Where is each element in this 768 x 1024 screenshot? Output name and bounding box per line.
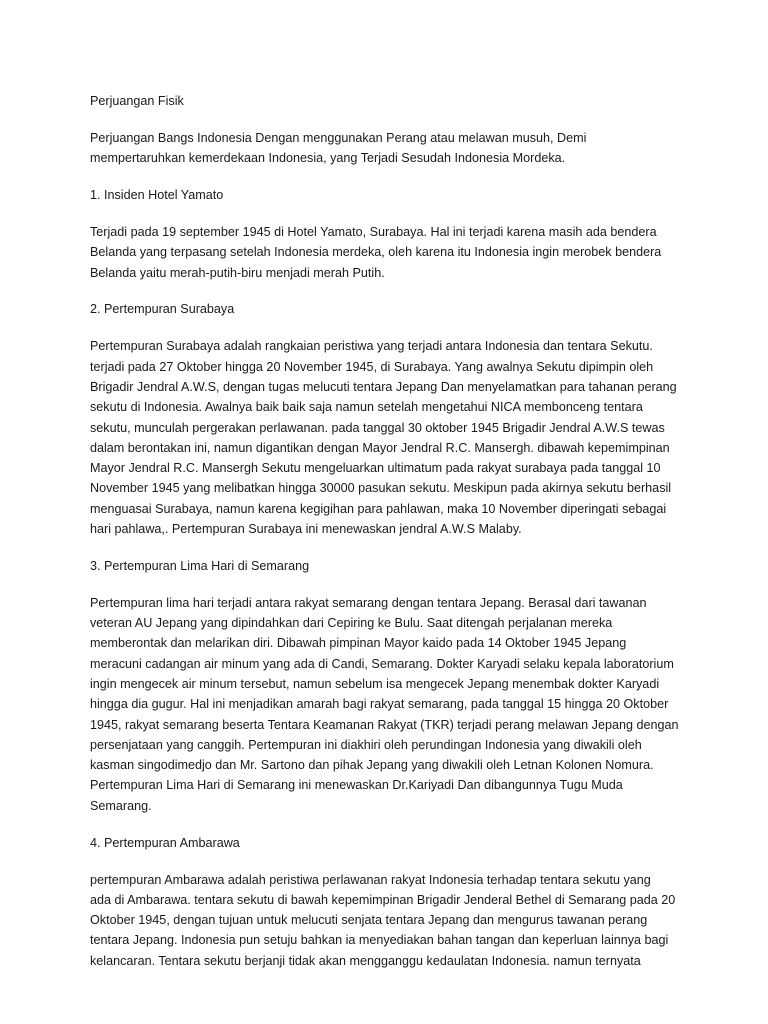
- intro-paragraph: [90, 128, 680, 169]
- text-line: dalam berontakan ini, namun digantikan dengan Mayor Jendral R.C. Mansergh. dibawah kepemimpinan: [90, 440, 670, 455]
- text-line: pertempuran Ambarawa adalah peristiwa perlawanan rakyat Indonesia terhadap tentara sekutu yang: [90, 872, 651, 887]
- text-line: Belanda yaitu merah-putih-biru menjadi merah Putih.: [90, 265, 385, 280]
- section-heading: 4. Pertempuran Ambarawa: [90, 835, 240, 850]
- text-line: veteran AU Jepang yang dipindahkan dari Cepiring ke Bulu. Saat ditengah perjalanan mereka: [90, 616, 613, 631]
- document-title: Perjuangan Fisik: [90, 94, 184, 108]
- spacer: [90, 205, 680, 222]
- text-line: Brigadir Jendral A.W.S, dengan tugas melucuti tentara Jepang Dan menyelamatkan para tahanan perang: [90, 379, 677, 394]
- section-paragraph: [90, 222, 680, 283]
- section-paragraph: [90, 336, 680, 539]
- spacer: [90, 816, 680, 833]
- text-line: kelancaran. Tentara sekutu berjanji tidak akan mengganggu kedaulatan Indonesia. namun ternyata: [90, 953, 641, 968]
- text-line: Pertempuran lima hari terjadi antara rakyat semarang dengan tentara Jepang. Berasal dari tawanan: [90, 595, 647, 610]
- text-line: Terjadi pada 19 september 1945 di Hotel Yamato, Surabaya. Hal ini terjadi karena masih ada bendera: [90, 224, 657, 239]
- text-line: Oktober 1945, dengan tujuan untuk melucuti senjata tentara Jepang dan mengurus tawanan perang: [90, 913, 648, 928]
- text-line: Pertempuran Surabaya adalah rangkaian peristiwa yang terjadi antara Indonesia dan tentara Sekutu.: [90, 339, 653, 354]
- text-line: sekutu di Indonesia. Awalnya baik baik saja namun setelah mengetahui NICA membonceng tentara: [90, 400, 643, 415]
- text-line: Mayor Jendral R.C. Mansergh Sekutu mengeluarkan ultimatum pada rakyat surabaya pada tanggal 10: [90, 461, 661, 476]
- text-line: terjadi pada 27 Oktober hingga 20 November 1945, di Surabaya. Yang awalnya Sekutu dipimpin oleh: [90, 359, 654, 374]
- text-line: hari pahlawa,. Pertempuran Surabaya ini menewaskan jendral A.W.S Malaby.: [90, 522, 522, 537]
- text-line: Pertempuran Lima Hari di Semarang ini menewaskan Dr.Kariyadi Dan dibangunnya Tugu Muda: [90, 778, 623, 793]
- text-line: kasman singodimedjo dan Mr. Sartono dan pihak Jepang yang diwakili oleh Letnan Kolonen Nomura.: [90, 758, 654, 773]
- section-heading: 2. Pertempuran Surabaya: [90, 302, 235, 317]
- text-line: ada di Ambarawa. tentara sekutu di bawah kepemimpinan Brigadir Jenderal Bethel di Semarang pada 20: [90, 892, 676, 907]
- text-line: Belanda yang terpasang setelah Indonesia merdeka, oleh karena itu Indonesia ingin merobek bendera: [90, 245, 662, 260]
- spacer: [90, 576, 680, 593]
- text-line: November 1945 yang melibatkan hingga 30000 pasukan sekutu. Meskipun pada akirnya sekutu berhasil: [90, 481, 672, 496]
- text-line: persenjataan yang canggih. Pertempuran ini diakhiri oleh perundingan Indonesia yang diwakili oleh: [90, 737, 642, 752]
- section-heading: 3. Pertempuran Lima Hari di Semarang: [90, 558, 310, 573]
- spacer: [90, 168, 680, 185]
- spacer: [90, 539, 680, 556]
- section-heading: 1. Insiden Hotel Yamato: [90, 188, 224, 203]
- section-paragraph: [90, 870, 680, 971]
- text-line: tentara Jepang. Indonesia pun setuju bahkan ia menyediakan bahan tangan dan keperluan lainnya bagi: [90, 933, 669, 948]
- text-line: menguasai Surabaya, namun karena kegigihan para pahlawan, maka 10 November diperingati sebagai: [90, 501, 667, 516]
- text-line: 1945, rakyat semarang beserta Tentara Keamanan Rakyat (TKR) terjadi perang melawan Jepang dengan: [90, 717, 679, 732]
- spacer: [90, 111, 680, 128]
- text-line: Perjuangan Bangs Indonesia Dengan menggunakan Perang atau melawan musuh, Demi: [90, 130, 587, 145]
- text-line: mempertaruhkan kemerdekaan Indonesia, yang Terjadi Sesudah Indonesia Mordeka.: [90, 151, 566, 166]
- spacer: [90, 320, 680, 337]
- text-line: meracuni cadangan air minum yang ada di Candi, Semarang. Dokter Karyadi selaku kepala laboratorium: [90, 656, 674, 671]
- text-line: ingin mengecek air minum tersebut, namun sebelum isa mengecek Jepang menembak dokter Karyadi: [90, 676, 660, 691]
- spacer: [90, 853, 680, 870]
- text-line: memberontak dan melarikan diri. Dibawah pimpinan Mayor kaido pada 14 Oktober 1945 Jepang: [90, 636, 627, 651]
- text-line: sekutu, munculah pergerakan perlawanan. pada tanggal 30 oktober 1945 Brigadir Jendral A.W.S tewas: [90, 420, 665, 435]
- text-line: Semarang.: [90, 798, 152, 813]
- text-line: hingga dia gugur. Hal ini menjadikan amarah bagi rakyat semarang, pada tanggal 15 hingga 20 Oktober: [90, 697, 669, 712]
- spacer: [90, 283, 680, 300]
- document-page: [90, 91, 680, 971]
- section-paragraph: [90, 593, 680, 816]
